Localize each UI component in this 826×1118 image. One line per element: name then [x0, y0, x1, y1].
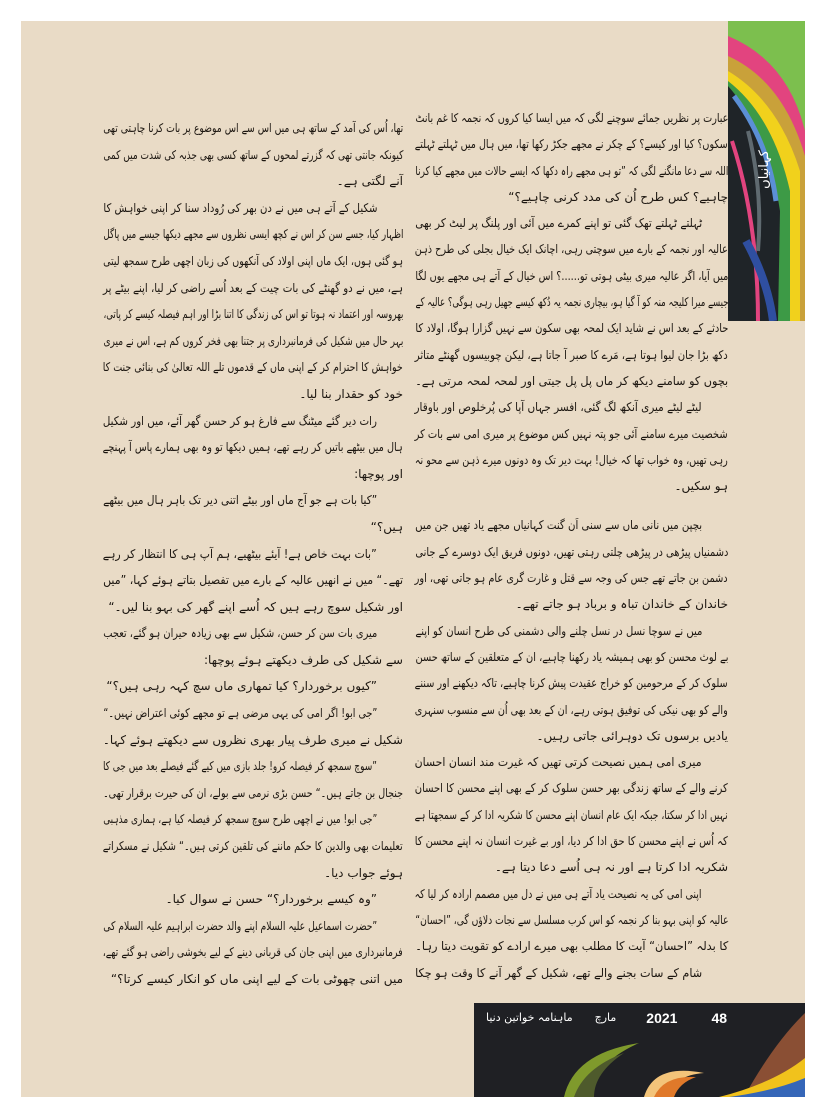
text-line-content: رہی تھیں، وہ خواب تھا کہ خیال! بہت دیر تک وہ دونوں میرے ذہن سے محو نہ — [415, 452, 728, 467]
text-line-content: شکیل کے آتے ہی میں نے دن بھر کی رُوداد سنا کر اپنی خواہش کا — [103, 200, 377, 215]
text-line-content: عالیہ کو اپنی بہو بنا کر نجمہ کو اس کرب مسلسل سے نجات دلاؤں گی، ”احسان“ — [415, 912, 728, 927]
text-line-content: بھروسہ اور اعتماد نہ ہوتا تو اس کی زندگی کا اتنا بڑا اور اہم فیصلہ کیسے کر پاتی، — [103, 307, 403, 322]
text-line — [415, 342, 728, 368]
text-line-content: ”کیا بات ہے جو آج ماں اور بیٹے اتنی دیر تک باہر ہال میں بیٹھے — [103, 493, 377, 508]
text-line — [103, 541, 403, 568]
text-line — [103, 408, 403, 435]
text-line — [103, 195, 403, 222]
text-line-content: لیٹے لیٹے میری آنکھ لگ گئی، افسر جہاں آپا کی پُرخلوص اور باوقار — [415, 400, 702, 415]
text-line-content: فرمانبرداری میں اپنی جان کی قربانی دینے کے لیے بخوشی راضی ہو گئے تھے، — [103, 945, 403, 960]
text-line-content: کا بدلہ ”احسان“ آیت کا مطلب بھی میرے ارادے کو تقویت دیتا رہا۔ — [415, 939, 728, 954]
text-line — [415, 421, 728, 447]
text-line — [415, 881, 728, 907]
text-line — [103, 354, 403, 381]
text-line — [415, 512, 728, 538]
text-line — [103, 939, 403, 966]
text-line — [103, 381, 403, 408]
text-line — [103, 780, 403, 807]
text-line — [103, 567, 403, 594]
text-line — [415, 775, 728, 801]
text-line-content: سکوں؟ کیا اور کیسے؟ کے چکر نے مجھے جکڑ رکھا تھا، میں ہال میں ٹہلتے ٹہلتے — [415, 137, 728, 152]
text-line — [415, 236, 728, 262]
text-line-content: اظہار کیا، جسے سن کر اس نے کچھ ایسی نظروں سے مجھے دیکھا جیسے میں پاگل — [103, 227, 403, 242]
section-label: کہانیاں — [757, 150, 772, 189]
text-line — [103, 301, 403, 328]
text-line — [103, 833, 403, 860]
text-line — [415, 368, 728, 394]
text-line-content: سلوک کر کے مرحومین کو خراج عقیدت پیش کرنا چاہیے، تاکہ دیکھنے اور سننے — [415, 676, 728, 691]
text-line-content: ہیں؟“ — [370, 519, 403, 534]
text-line — [415, 565, 728, 591]
text-line — [415, 723, 728, 749]
text-line — [415, 539, 728, 565]
text-line-content: خود کو حقدار بنا لیا۔ — [299, 386, 403, 401]
text-line-content: عبارت پر نظریں جمائے سوچنے لگی کہ میں ایسا کیا کروں کہ نجمہ کا غم بانٹ — [415, 111, 728, 125]
text-line — [415, 749, 728, 775]
text-line — [103, 248, 403, 275]
text-line — [103, 886, 403, 913]
text-line-content: سے شکیل کی طرف دیکھتے ہوئے پوچھا: — [204, 652, 403, 667]
text-line-content: میں آیا، اگر عالیہ میری بیٹی ہوتی تو......؟ اس خیال کے آتے ہی مجھے یوں لگا — [415, 268, 728, 283]
text-line — [103, 700, 403, 727]
text-line-content: ”بات بہت خاص ہے! آیئے بیٹھیے، ہم آپ ہی کا انتظار کر رہے — [103, 546, 377, 561]
text-line — [415, 907, 728, 933]
text-line — [103, 806, 403, 833]
text-line-content: یادیں برسوں تک دوہرائی جاتی رہیں۔ — [536, 728, 728, 743]
text-line-content: ہے، میں نے دو گھنٹے کی بات چیت کے بعد اُسے راضی کر لیا، اپنے بیٹے پر — [103, 280, 403, 295]
text-line — [103, 221, 403, 248]
text-line-content: حادثے کے بعد اس نے شاید ایک لمحہ بھی سکون سے نہیں گزارا ہوگا، اولاد کا — [415, 321, 728, 336]
text-line — [103, 328, 403, 355]
text-line-content: ”سوچ سمجھ کر فیصلہ کرو! جلد بازی میں کیے گئے فیصلے بعد میں جی کا — [103, 759, 377, 774]
text-line-content: عالیہ اور نجمہ کے بارے میں سوچتی رہی، اچانک ایک خیال بجلی کی طرح ذہن — [415, 242, 728, 257]
text-line — [415, 315, 728, 341]
text-line — [103, 620, 403, 647]
text-line-content: کہ اُس نے اپنے محسن کا حق ادا کر دیا، اور بے غیرت انسان نہ اپنے محسن کا — [415, 834, 728, 849]
text-line — [415, 644, 728, 670]
text-line — [103, 753, 403, 780]
text-line-content: شکیل نے میری طرف پیار بھری نظروں سے دیکھتے ہوئے کہا۔ — [103, 732, 403, 747]
text-line-content: بچپن میں نانی ماں سے سنی اَن گنت کہانیاں مجھے یاد تھیں جن میں — [415, 518, 702, 533]
text-line-content: ہو گئی ہوں، ایک ماں اپنی اولاد کی آنکھوں کی زبان اچھی طرح سمجھ لیتی — [103, 253, 403, 268]
text-line — [415, 591, 728, 617]
text-line — [103, 168, 403, 195]
text-line-content: والے کو بھی نیکی کی توفیق ہوتی رہے، ان کے بعد بھی اُن سے منسوب سنہری — [415, 702, 728, 717]
article-column-left — [103, 115, 403, 993]
text-line — [415, 105, 728, 131]
text-line — [103, 487, 403, 514]
text-line-content: شکریہ ادا کرتا ہے اور نہ ہی اُسے دعا دیتا ہے۔ — [494, 860, 728, 875]
text-line — [415, 618, 728, 644]
text-line-content: ٹہلتے ٹہلتے تھک گئی تو اپنے کمرے میں آئی اور پلنگ پر لیٹ کر بھی — [415, 216, 702, 231]
text-line — [103, 142, 403, 169]
text-line — [415, 854, 728, 880]
text-line — [103, 673, 403, 700]
text-line-content: شام کے سات بجنے والے تھے، شکیل کے گھر آنے کا وقت ہو چکا — [415, 965, 702, 980]
text-line-content: ”جی ابو! میں نے اچھی طرح سوچ سمجھ کر فیصلہ کیا ہے، ہماری مذہبی — [103, 812, 377, 827]
text-line — [103, 594, 403, 621]
text-line-content: بہر حال میں شکیل کی فرمانبرداری پر جتنا بھی فخر کروں کم ہے، اس نے میری — [103, 333, 403, 348]
text-line — [415, 828, 728, 854]
text-line — [415, 394, 728, 420]
text-line — [103, 966, 403, 993]
page-number: 48 — [711, 1010, 728, 1026]
text-line-content: ”حضرت اسماعیل علیہ السلام اپنے والد حضرت ابراہیم علیہ السلام کی — [103, 918, 377, 933]
text-line-content: تعلیمات بھی والدین کا حکم ماننے کی تلقین کرتی ہیں۔“ شکیل نے مسکراتے — [103, 839, 403, 854]
text-line-content: میری امی ہمیں نصیحت کرتی تھیں کہ غیرت مند انسان احسان — [415, 755, 702, 770]
text-line — [415, 802, 728, 828]
text-line-content: جیسے میرا کلیجہ منہ کو آ گیا ہو، بیچاری نجمہ یہ دُکھ کیسے جھیل رہی ہوگی؟ عالیہ کے — [415, 295, 728, 310]
text-line-content: کرنے والے کے ساتھ زندگی بھر حسن سلوک کر کے بھی اپنے محسن کا احسان — [415, 781, 728, 796]
text-line-content: میری بات سن کر حسن، شکیل سے بھی زیادہ حیران ہو گئے، تعجب — [103, 626, 377, 641]
text-line — [103, 434, 403, 461]
text-line — [415, 447, 728, 473]
footer-info-row — [486, 1009, 727, 1027]
issue-month: مارچ — [594, 1011, 617, 1024]
text-line-content: دشمن بن جاتے تھے جس کی وجہ سے قتل و غارت گری عام ہو جاتی تھی، اور — [415, 571, 728, 586]
page-footer — [474, 1003, 805, 1097]
text-line — [415, 960, 728, 986]
text-line — [103, 115, 403, 142]
text-line — [415, 184, 728, 210]
text-line — [415, 210, 728, 236]
text-line-content: ”کیوں برخوردار؟ کیا تمھاری ماں سچ کہہ رہی ہیں؟“ — [106, 679, 377, 694]
magazine-name: ماہنامہ خواتین دنیا — [486, 1011, 573, 1024]
text-line-content: ہوئے جواب دیا۔ — [324, 865, 403, 880]
text-line-content: چاہیے؟ کس طرح اُن کی مدد کرنی چاہیے؟“ — [508, 189, 728, 204]
text-line-content: ”جی ابو! اگر امی کی یہی مرضی ہے تو مجھے کوئی اعتراض نہیں۔“ — [103, 706, 377, 721]
text-line-content: اللہ سے دعا مانگنے لگی کہ ”تو ہی مجھے راہ دکھا کہ ایسے حالات میں مجھے کیا کرنا — [415, 163, 728, 178]
text-line-content: خواہش کا احترام کر کے اپنی ماں کے قدموں تلے اللہ تعالیٰ کی بنائی جنت کا — [103, 360, 403, 375]
text-line — [103, 727, 403, 754]
text-line — [103, 860, 403, 887]
text-line — [103, 913, 403, 940]
text-line — [415, 289, 728, 315]
text-line-content: نہیں ادا کر سکتا، جبکہ ایک عام انسان اپنے محسن کا شکریہ ادا کر کے سمجھتا ہے — [415, 807, 728, 822]
text-line — [103, 461, 403, 488]
text-line-content: بے لوث محسن کو بھی ہمیشہ یاد رکھنا چاہیے، ان کے متعلقین کے ساتھ حسن — [415, 649, 728, 664]
text-line — [415, 473, 728, 499]
text-line-content: اور پوچھا: — [354, 466, 403, 481]
text-line-content: اپنی امی کی یہ نصیحت یاد آتے ہی میں نے دل میں مصمم ارادہ کر لیا کہ — [415, 886, 702, 901]
text-line — [415, 263, 728, 289]
text-line — [415, 670, 728, 696]
text-line — [103, 514, 403, 541]
text-line-content: میں نے سوچا نسل در نسل چلنے والی دشمنی کی طرح انسان کو اپنے — [415, 623, 702, 638]
text-line — [415, 131, 728, 157]
article-column-right — [415, 105, 728, 986]
text-line — [103, 275, 403, 302]
text-line-content: بچوں کو سامنے دیکھ کر ماں پل پل جیتی اور لمحہ لمحہ مرتی ہے۔ — [415, 373, 728, 388]
text-line — [415, 697, 728, 723]
text-line-content: کیونکہ جانتی تھی کہ گزرتے لمحوں کے ساتھ کسی بھی جذبہ کی شدت میں کمی — [103, 147, 403, 162]
text-line-content: رات دیر گئے میٹنگ سے فارغ ہو کر حسن گھر آئے، میں اور شکیل — [103, 413, 377, 428]
text-line-content: دکھ بڑا جان لیوا ہوتا ہے، مَرے کا صبر آ جاتا ہے، لیکن چوبیسوں گھنٹے متاثر — [415, 347, 728, 362]
text-line — [415, 933, 728, 959]
text-line-content: ہال میں بیٹھے باتیں کر رہے تھے، ہمیں دیکھا تو وہ بھی ہمارے پاس آ پہنچے — [103, 440, 403, 455]
text-line-content: شخصیت میرے سامنے آئی جو پتہ نہیں کس موضوع پر میری امی سے بات کر — [415, 426, 728, 441]
paragraph-gap — [415, 499, 728, 512]
text-line-content: خاندان کے خاندان تباہ و برباد ہو جاتے تھے۔ — [515, 597, 728, 612]
text-line-content: جنجال بن جاتے ہیں۔“ حسن بڑی نرمی سے بولے، ان کی حیرت برقرار تھی۔ — [103, 785, 403, 800]
issue-year: 2021 — [646, 1010, 678, 1026]
text-line-content: تھا، اُس کی آمد کے ساتھ ہی میں اس سے اس موضوع پر بات کرنا چاہتی تھی — [103, 121, 403, 135]
text-line-content: ہو سکیں۔ — [674, 479, 728, 494]
text-line-content: اور شکیل سوچ رہے ہیں کہ اُسے اپنے گھر کی بہو بنا لیں۔“ — [108, 599, 403, 614]
text-line — [103, 647, 403, 674]
text-line-content: تھے۔“ میں نے انھیں عالیہ کے بارے میں تفصیل بتاتے ہوئے کہا، ”میں — [103, 573, 403, 588]
text-line-content: میں اتنی چھوٹی بات کے لیے اپنی ماں کو انکار کیسے کرتا؟“ — [110, 972, 403, 986]
text-line-content: ”وہ کیسے برخوردار؟“ حسن نے سوال کیا۔ — [165, 892, 377, 907]
text-line — [415, 158, 728, 184]
text-line-content: دشمنیاں پیڑھی در پیڑھی چلتی رہتی تھیں، دونوں فریق ایک دوسرے کے جانی — [415, 544, 728, 559]
text-line-content: آنے لگتی ہے۔ — [336, 174, 403, 189]
